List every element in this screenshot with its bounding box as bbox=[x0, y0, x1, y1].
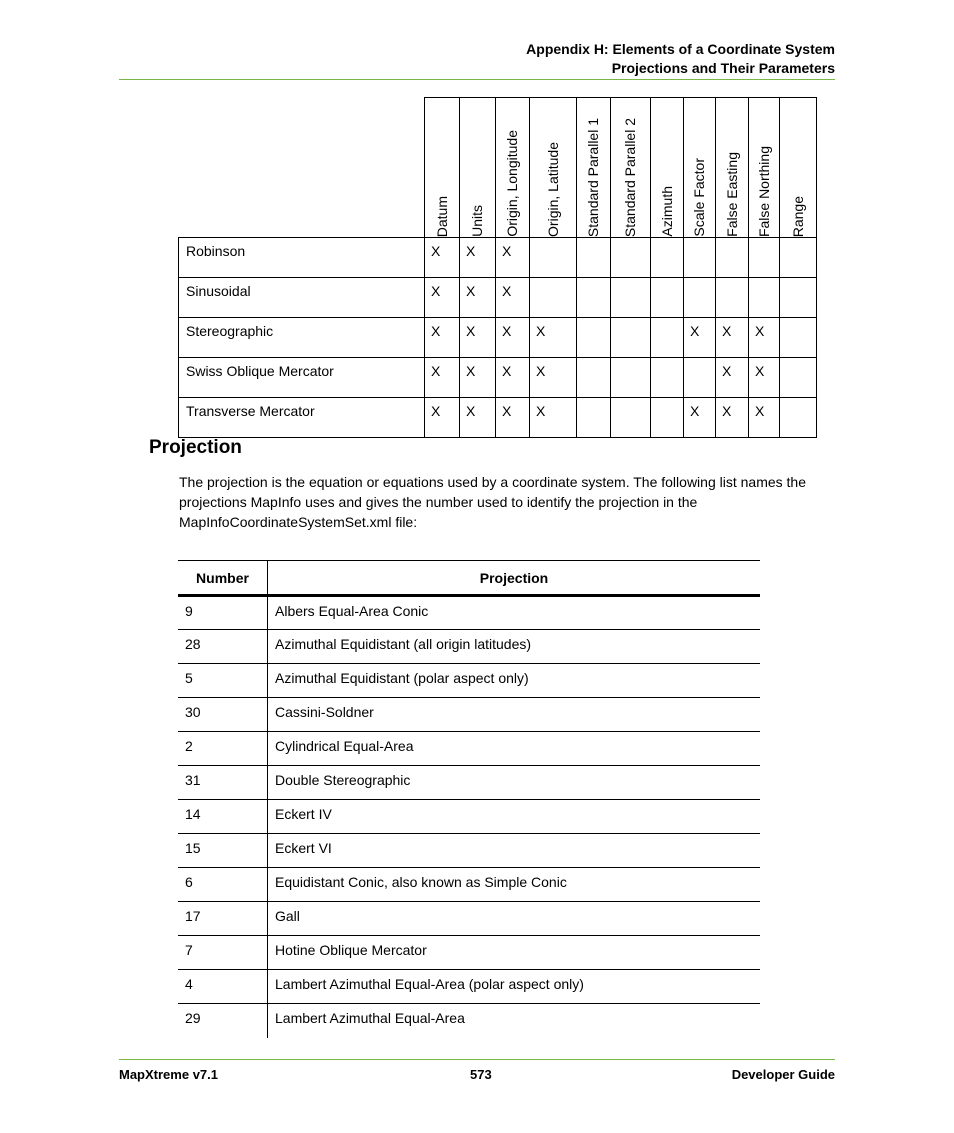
matrix-row bbox=[179, 318, 817, 358]
matrix-cell bbox=[577, 358, 611, 398]
projection-name: Lambert Azimuthal Equal-Area bbox=[275, 1010, 465, 1026]
matrix-cell bbox=[651, 238, 684, 278]
matrix-column-header: False Northing bbox=[749, 98, 780, 238]
matrix-cell bbox=[780, 238, 817, 278]
matrix-row bbox=[179, 238, 817, 278]
matrix-cell bbox=[684, 278, 716, 318]
matrix-cell bbox=[611, 318, 651, 358]
table-row bbox=[178, 596, 760, 630]
matrix-row bbox=[179, 398, 817, 438]
matrix-header-row bbox=[179, 98, 817, 238]
projection-number: 29 bbox=[178, 1004, 268, 1038]
table-row bbox=[178, 766, 760, 800]
matrix-row-name: Swiss Oblique Mercator bbox=[179, 358, 425, 398]
matrix-column-header: Scale Factor bbox=[684, 98, 716, 238]
matrix-row-name: Stereographic bbox=[179, 318, 425, 358]
matrix-cell bbox=[780, 278, 817, 318]
number-column-header: Number bbox=[178, 561, 268, 596]
projection-name: Cylindrical Equal-Area bbox=[268, 732, 761, 766]
matrix-cell bbox=[651, 398, 684, 438]
projection-number: 2 bbox=[178, 732, 268, 766]
intro-paragraph: The projection is the equation or equations used by a coordinate system. The following list names the projections MapInfo uses and gives the number used to identify the projection in the MapInfoCoordinateSystemSet.xml file: bbox=[179, 474, 806, 530]
matrix-cell: X bbox=[496, 358, 530, 398]
matrix-cell: X bbox=[460, 318, 496, 358]
matrix-cell: X bbox=[749, 398, 780, 438]
table-row bbox=[178, 902, 760, 936]
matrix-cell bbox=[780, 318, 817, 358]
matrix-cell bbox=[684, 238, 716, 278]
matrix-cell: X bbox=[716, 358, 749, 398]
matrix-row bbox=[179, 358, 817, 398]
projection-header-row bbox=[178, 561, 760, 596]
matrix-cell: X bbox=[716, 398, 749, 438]
matrix-cell: X bbox=[460, 278, 496, 318]
matrix-row-name: Robinson bbox=[179, 238, 425, 278]
matrix-cell: X bbox=[496, 278, 530, 318]
projection-name: Albers Equal-Area Conic bbox=[268, 596, 761, 630]
matrix-cell: X bbox=[425, 398, 460, 438]
matrix-row-name: Sinusoidal bbox=[179, 278, 425, 318]
matrix-column-header: Units bbox=[460, 98, 496, 238]
table-row bbox=[178, 664, 760, 698]
matrix-cell: X bbox=[425, 358, 460, 398]
running-header bbox=[526, 40, 835, 78]
matrix-column-header: False Easting bbox=[716, 98, 749, 238]
matrix-cell: X bbox=[425, 238, 460, 278]
matrix-cell: X bbox=[496, 238, 530, 278]
matrix-cell bbox=[530, 278, 577, 318]
table-row bbox=[178, 800, 760, 834]
matrix-cell bbox=[530, 238, 577, 278]
parameter-matrix bbox=[178, 97, 817, 438]
matrix-cell bbox=[577, 278, 611, 318]
projection-name: Cassini-Soldner bbox=[268, 698, 761, 732]
table-row bbox=[178, 868, 760, 902]
matrix-column-header: Origin, Latitude bbox=[530, 98, 577, 238]
matrix-cell bbox=[780, 398, 817, 438]
matrix-cell bbox=[577, 318, 611, 358]
matrix-cell bbox=[611, 238, 651, 278]
projection-number: 6 bbox=[178, 868, 268, 902]
matrix-cell: X bbox=[496, 398, 530, 438]
projection-number: 31 bbox=[178, 766, 268, 800]
projection-name: Eckert VI bbox=[268, 834, 761, 868]
matrix-column-header: Standard Parallel 1 bbox=[577, 98, 611, 238]
footer-page-number: 573 bbox=[470, 1067, 492, 1082]
matrix-cell: X bbox=[460, 238, 496, 278]
projection-table bbox=[178, 560, 760, 1038]
projection-number: 14 bbox=[178, 800, 268, 834]
projection-number: 5 bbox=[178, 664, 268, 698]
header-section: Projections and Their Parameters bbox=[611, 60, 835, 76]
matrix-cell bbox=[716, 278, 749, 318]
matrix-cell: X bbox=[530, 398, 577, 438]
matrix-cell bbox=[611, 358, 651, 398]
matrix-corner bbox=[179, 98, 425, 238]
matrix-cell bbox=[611, 278, 651, 318]
projection-number: 15 bbox=[178, 834, 268, 868]
table-row bbox=[178, 1004, 760, 1038]
projection-name: Double Stereographic bbox=[268, 766, 761, 800]
projection-number: 4 bbox=[178, 970, 268, 1004]
projection-number: 17 bbox=[178, 902, 268, 936]
matrix-cell bbox=[651, 358, 684, 398]
matrix-cell: X bbox=[530, 358, 577, 398]
matrix-column-header: Range bbox=[780, 98, 817, 238]
projection-name: Azimuthal Equidistant (all origin latitudes) bbox=[268, 630, 761, 664]
table-row bbox=[178, 630, 760, 664]
matrix-cell bbox=[749, 238, 780, 278]
footer-guide: Developer Guide bbox=[731, 1067, 835, 1082]
projection-name: Lambert Azimuthal Equal-Area (polar aspect only) bbox=[268, 970, 761, 1004]
matrix-cell bbox=[749, 278, 780, 318]
projection-name: Hotine Oblique Mercator bbox=[268, 936, 761, 970]
matrix-cell bbox=[716, 238, 749, 278]
matrix-column-header: Azimuth bbox=[651, 98, 684, 238]
matrix-cell: X bbox=[425, 278, 460, 318]
matrix-column-header: Datum bbox=[425, 98, 460, 238]
matrix-cell bbox=[611, 398, 651, 438]
projection-number: 28 bbox=[178, 630, 268, 664]
matrix-cell bbox=[577, 238, 611, 278]
matrix-cell: X bbox=[749, 318, 780, 358]
header-chapter: Appendix H: Elements of a Coordinate System bbox=[526, 41, 835, 57]
table-row bbox=[178, 936, 760, 970]
matrix-cell: X bbox=[496, 318, 530, 358]
table-row bbox=[178, 732, 760, 766]
matrix-cell: X bbox=[425, 318, 460, 358]
matrix-cell bbox=[780, 358, 817, 398]
projection-name: Eckert IV bbox=[268, 800, 761, 834]
matrix-row bbox=[179, 278, 817, 318]
section-heading: Projection bbox=[149, 437, 242, 458]
matrix-cell bbox=[651, 318, 684, 358]
matrix-row-name: Transverse Mercator bbox=[179, 398, 425, 438]
projection-number: 7 bbox=[178, 936, 268, 970]
matrix-column-header: Standard Parallel 2 bbox=[611, 98, 651, 238]
matrix-cell: X bbox=[684, 318, 716, 358]
matrix-cell: X bbox=[716, 318, 749, 358]
matrix-cell bbox=[684, 358, 716, 398]
matrix-cell: X bbox=[460, 398, 496, 438]
footer-rule bbox=[119, 1059, 835, 1060]
matrix-cell: X bbox=[749, 358, 780, 398]
table-row bbox=[178, 970, 760, 1004]
projection-name: Equidistant Conic, also known as Simple Conic bbox=[268, 868, 761, 902]
matrix-cell: X bbox=[460, 358, 496, 398]
matrix-cell bbox=[577, 398, 611, 438]
footer-product: MapXtreme v7.1 bbox=[119, 1067, 218, 1082]
projection-name: Azimuthal Equidistant (polar aspect only) bbox=[268, 664, 761, 698]
matrix-cell: X bbox=[684, 398, 716, 438]
header-rule bbox=[119, 79, 835, 80]
projection-column-header: Projection bbox=[268, 561, 761, 596]
projection-number: 30 bbox=[178, 698, 268, 732]
table-row bbox=[178, 698, 760, 732]
projection-number: 9 bbox=[178, 596, 268, 630]
table-row bbox=[178, 834, 760, 868]
matrix-column-header: Origin, Longitude bbox=[496, 98, 530, 238]
matrix-cell: X bbox=[530, 318, 577, 358]
projection-name: Gall bbox=[268, 902, 761, 936]
matrix-cell bbox=[651, 278, 684, 318]
